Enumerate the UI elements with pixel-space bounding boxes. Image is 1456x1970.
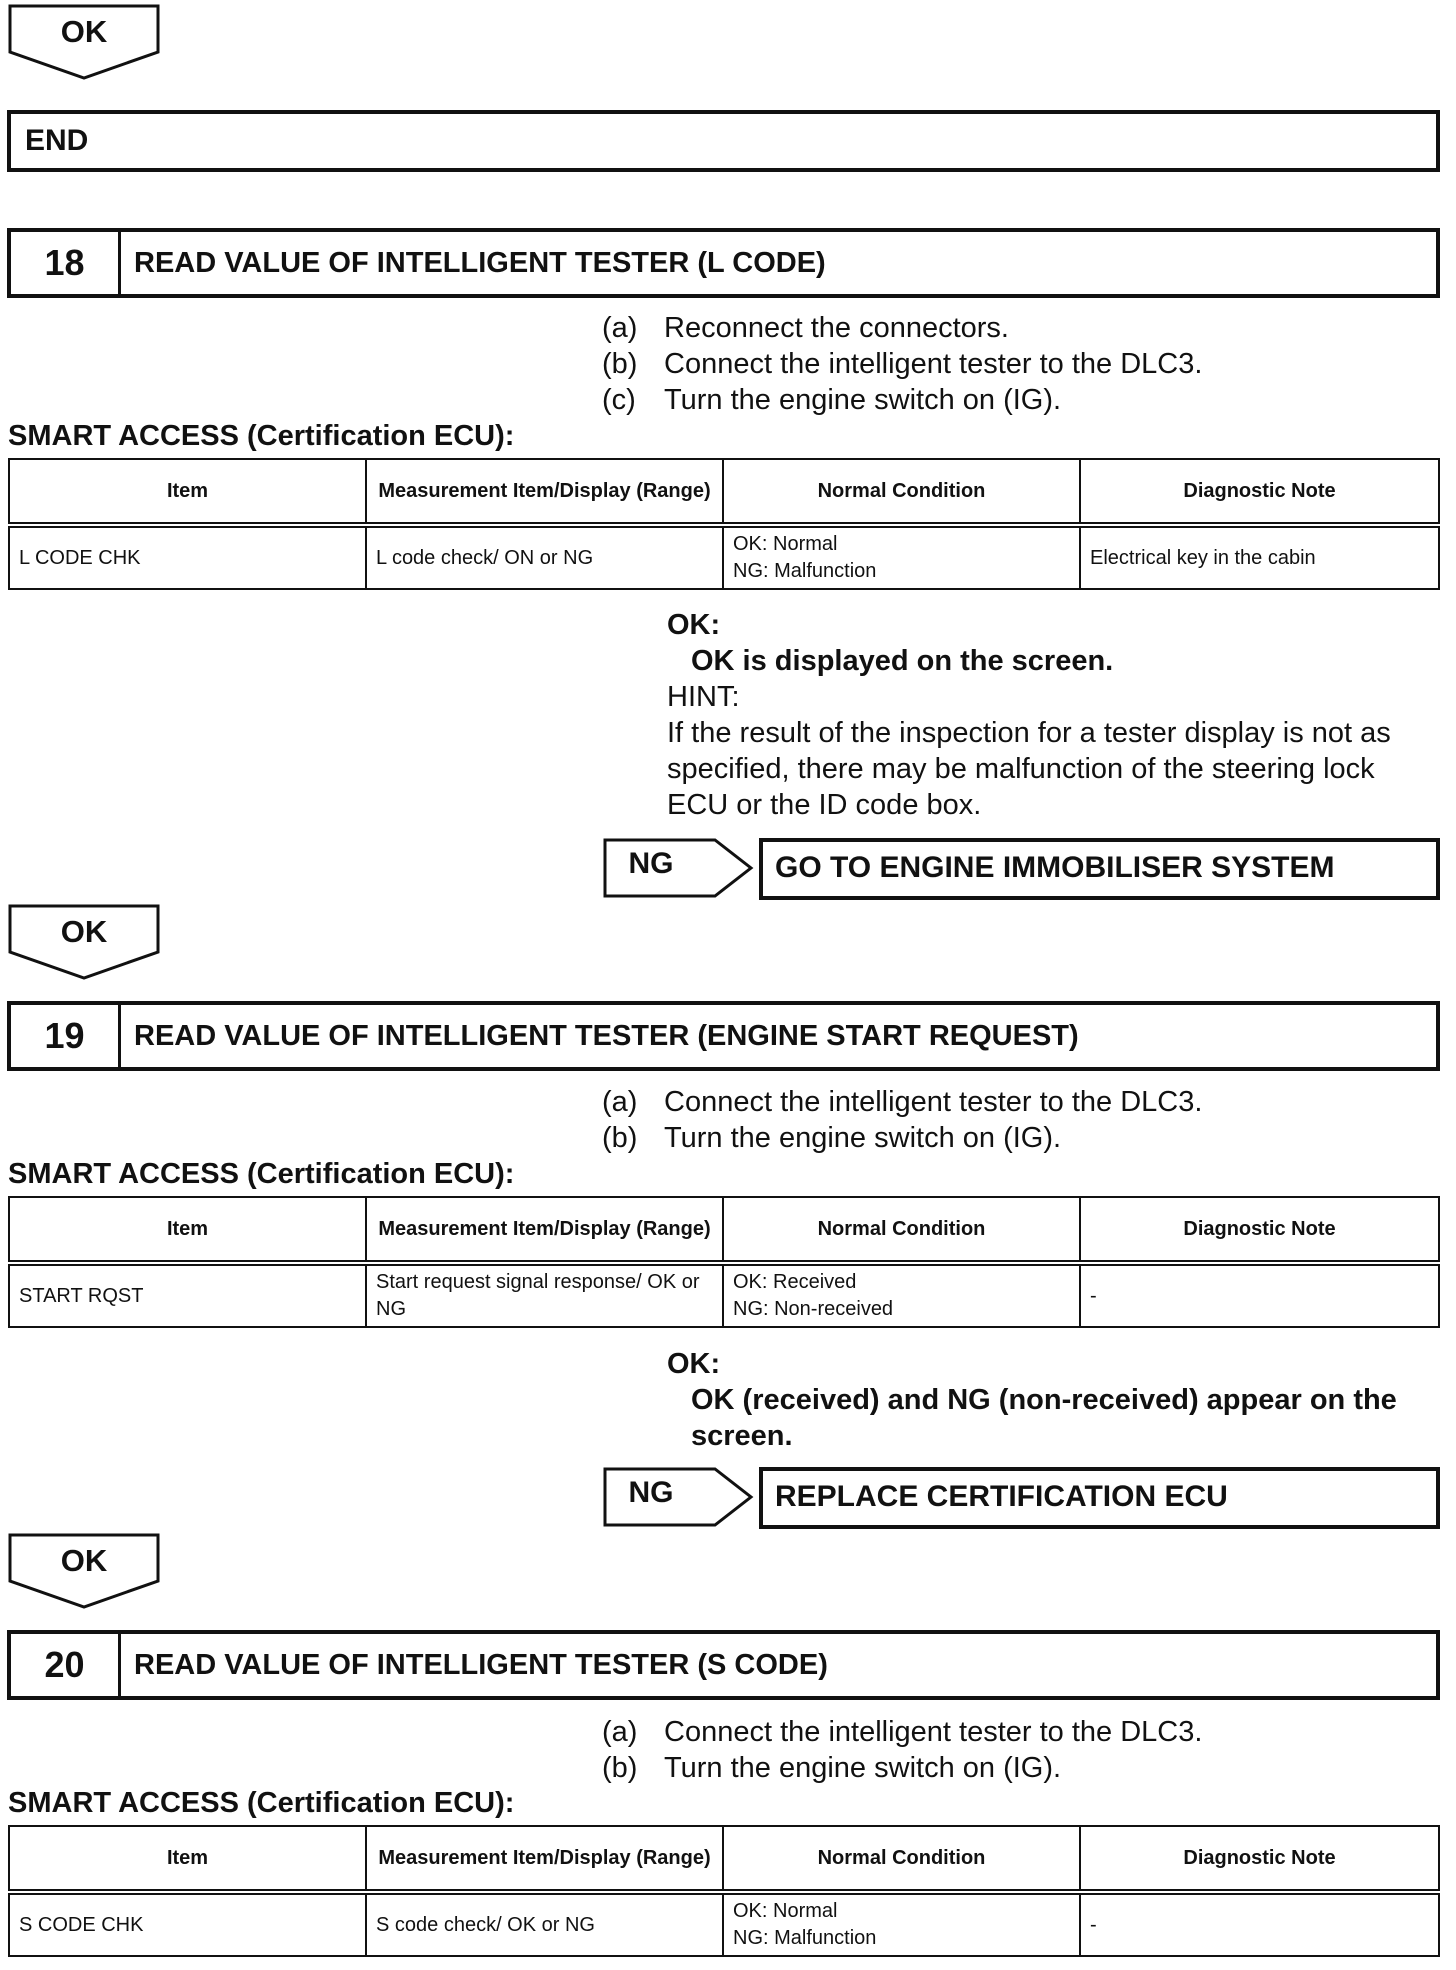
ng-label: NG	[628, 847, 674, 880]
ok-label: OK	[60, 1543, 108, 1578]
table-cell: L code check/ ON or NG	[366, 525, 723, 589]
step-number: 20	[11, 1634, 121, 1696]
ng-flow-arrow	[603, 838, 755, 902]
ok-label: OK	[60, 914, 108, 949]
table-row	[9, 1263, 1439, 1327]
hint-line: If the result of the inspection for a tester display is not as	[667, 717, 1391, 749]
ok-result-text: screen.	[691, 1420, 793, 1452]
end-label: END	[25, 124, 89, 157]
instruction-item: (a) Connect the intelligent tester to the DLC3.	[602, 1716, 1203, 1748]
table-header: Measurement Item/Display (Range)	[366, 1826, 723, 1892]
table-header: Measurement Item/Display (Range)	[366, 1197, 723, 1263]
ok-flow-arrow	[8, 904, 164, 984]
hint-label: HINT:	[667, 681, 740, 713]
ng-label: NG	[628, 1476, 674, 1509]
table-header: Normal Condition	[723, 1197, 1080, 1263]
data-table-step-18	[8, 458, 1440, 590]
step-title: READ VALUE OF INTELLIGENT TESTER (ENGINE START REQUEST)	[134, 1020, 1079, 1052]
step-20-instructions	[602, 1714, 1202, 1786]
section-title: SMART ACCESS (Certification ECU):	[8, 420, 515, 452]
ng-action-box	[759, 1467, 1440, 1529]
hint-line: ECU or the ID code box.	[667, 789, 982, 821]
instruction-item: (b) Connect the intelligent tester to the DLC3.	[602, 348, 1203, 380]
instruction-item: (c) Turn the engine switch on (IG).	[602, 384, 1062, 416]
table-row	[9, 1892, 1439, 1956]
table-cell: OK: Normal NG: Malfunction	[723, 525, 1080, 589]
instruction-item: (a) Reconnect the connectors.	[602, 312, 1009, 344]
table-header: Item	[9, 1197, 366, 1263]
section-title: SMART ACCESS (Certification ECU):	[8, 1787, 515, 1819]
ok-flow-arrow	[8, 1533, 164, 1613]
table-cell: L CODE CHK	[9, 525, 366, 589]
table-header: Measurement Item/Display (Range)	[366, 459, 723, 525]
table-cell: Start request signal response/ OK or NG	[366, 1263, 723, 1327]
ok-result-text: OK (received) and NG (non-received) appear on the	[691, 1384, 1397, 1416]
ok-flow-arrow-top	[8, 4, 164, 84]
ok-result-text: OK is displayed on the screen.	[691, 645, 1114, 677]
table-cell: START RQST	[9, 1263, 366, 1327]
table-cell: Electrical key in the cabin	[1080, 525, 1439, 589]
step-number: 19	[11, 1005, 121, 1067]
table-cell: S code check/ OK or NG	[366, 1892, 723, 1956]
table-cell: OK: Received NG: Non-received	[723, 1263, 1080, 1327]
table-header: Diagnostic Note	[1080, 1197, 1439, 1263]
step-19-instructions	[602, 1084, 1202, 1156]
ng-action-text: REPLACE CERTIFICATION ECU	[775, 1480, 1228, 1513]
ng-action-text: GO TO ENGINE IMMOBILISER SYSTEM	[775, 851, 1335, 884]
ok-result-label: OK:	[667, 1348, 721, 1380]
table-header: Normal Condition	[723, 1826, 1080, 1892]
instruction-item: (b) Turn the engine switch on (IG).	[602, 1122, 1062, 1154]
step-19-ok-result	[667, 1346, 1447, 1454]
instruction-item: (a) Connect the intelligent tester to the DLC3.	[602, 1086, 1203, 1118]
step-18-instructions	[602, 310, 1202, 418]
instruction-item: (b) Turn the engine switch on (IG).	[602, 1752, 1062, 1784]
ok-result-label: OK:	[667, 609, 721, 641]
table-cell: S CODE CHK	[9, 1892, 366, 1956]
section-title: SMART ACCESS (Certification ECU):	[8, 1158, 515, 1190]
step-18-ok-result	[667, 607, 1447, 823]
step-title: READ VALUE OF INTELLIGENT TESTER (S CODE)	[134, 1649, 828, 1681]
ng-flow-arrow	[603, 1467, 755, 1531]
table-cell: -	[1080, 1892, 1439, 1956]
table-header: Diagnostic Note	[1080, 459, 1439, 525]
data-table-step-20	[8, 1825, 1440, 1957]
ok-label: OK	[60, 14, 108, 49]
ng-action-box	[759, 838, 1440, 900]
step-18-header	[7, 228, 1440, 298]
table-cell: OK: Normal NG: Malfunction	[723, 1892, 1080, 1956]
table-cell: -	[1080, 1263, 1439, 1327]
table-row	[9, 525, 1439, 589]
table-header: Normal Condition	[723, 459, 1080, 525]
step-19-header	[7, 1001, 1440, 1071]
table-header: Diagnostic Note	[1080, 1826, 1439, 1892]
data-table-step-19	[8, 1196, 1440, 1328]
table-header: Item	[9, 459, 366, 525]
step-number: 18	[11, 232, 121, 294]
step-title: READ VALUE OF INTELLIGENT TESTER (L CODE)	[134, 247, 826, 279]
hint-line: specified, there may be malfunction of the steering lock	[667, 753, 1375, 785]
table-header: Item	[9, 1826, 366, 1892]
end-box	[7, 110, 1440, 172]
step-20-header	[7, 1630, 1440, 1700]
